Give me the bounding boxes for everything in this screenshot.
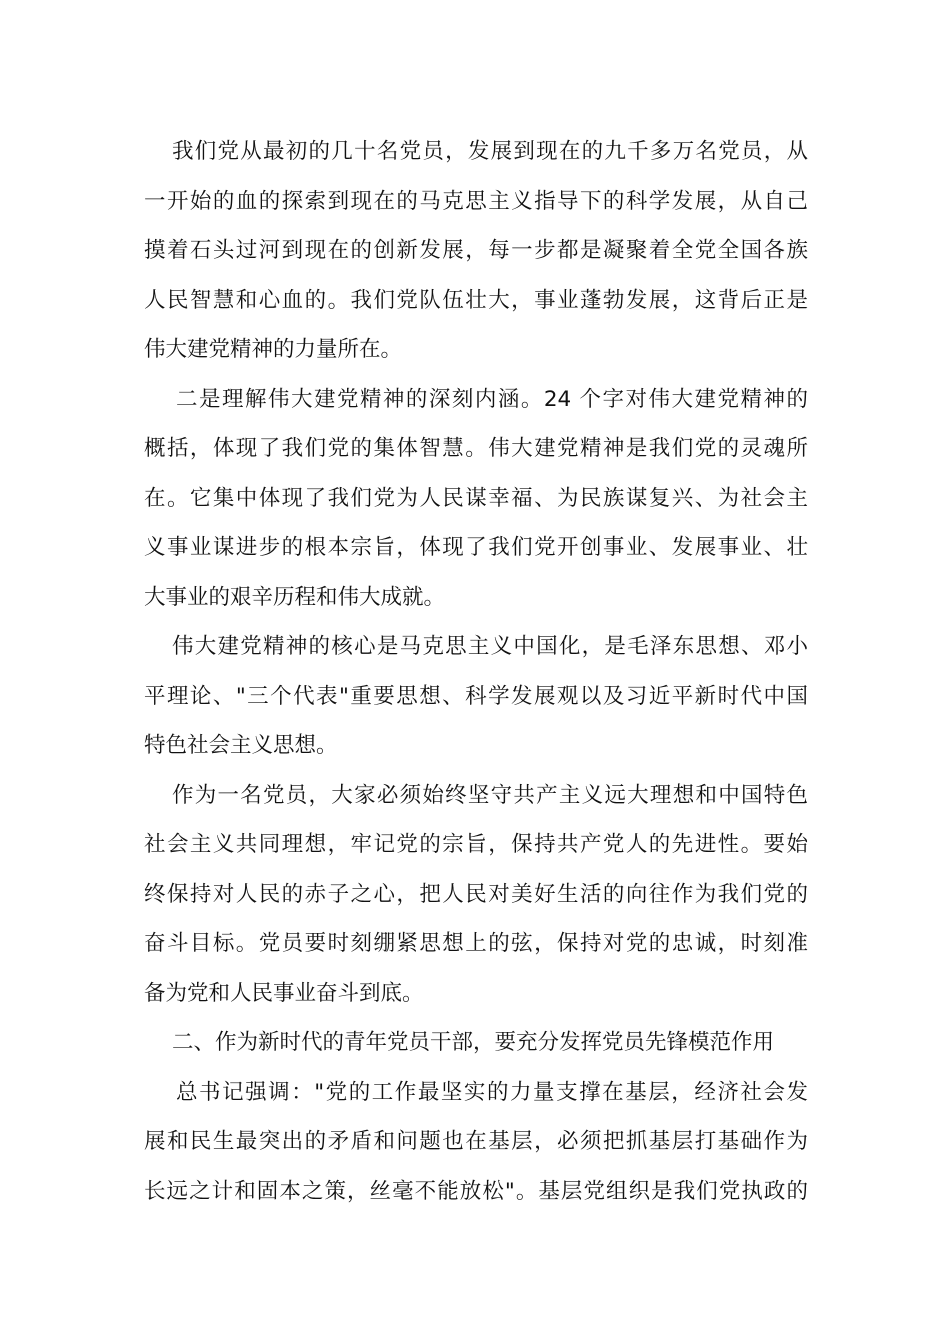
section-heading: 二、作为新时代的青年党员干部，要充分发挥党员先锋模范作用 <box>172 1030 775 1055</box>
paragraph-4-line-5: 备为党和人民事业奋斗到底。 <box>144 981 424 1006</box>
paragraph-2-line-5: 大事业的艰辛历程和伟大成就。 <box>144 585 446 610</box>
paragraph-1-line-1: 我们党从最初的几十名党员，发展到现在的九千多万名党员，从 <box>172 139 808 164</box>
paragraph-6-line-2: 展和民生最突出的矛盾和问题也在基层，必须把抓基层打基础作为 <box>144 1129 808 1154</box>
paragraph-6-line-1: 总书记强调："党的工作最坚实的力量支撑在基层，经济社会发 <box>176 1080 808 1105</box>
paragraph-2-line-4: 义事业谋进步的根本宗旨，体现了我们党开创事业、发展事业、壮 <box>144 535 808 560</box>
paragraph-6-line-3: 长远之计和固本之策，丝毫不能放松"。基层党组织是我们党执政的 <box>144 1179 808 1204</box>
paragraph-1-line-2: 一开始的血的探索到现在的马克思主义指导下的科学发展，从自己 <box>144 189 808 214</box>
paragraph-2-line-3: 在。它集中体现了我们党为人民谋幸福、为民族谋复兴、为社会主 <box>144 486 808 511</box>
paragraph-4-line-3: 终保持对人民的赤子之心，把人民对美好生活的向往作为我们党的 <box>144 882 808 907</box>
paragraph-2-line-1: 二是理解伟大建党精神的深刻内涵。24 个字对伟大建党精神的 <box>176 387 808 412</box>
paragraph-1-line-5: 伟大建党精神的力量所在。 <box>144 337 403 362</box>
paragraph-1-line-4: 人民智慧和心血的。我们党队伍壮大，事业蓬勃发展，这背后正是 <box>144 288 808 313</box>
paragraph-4-line-2: 社会主义共同理想，牢记党的宗旨，保持共产党人的先进性。要始 <box>144 832 808 857</box>
paragraph-3-line-1: 伟大建党精神的核心是马克思主义中国化，是毛泽东思想、邓小 <box>172 634 808 659</box>
paragraph-4-line-1: 作为一名党员，大家必须始终坚守共产主义远大理想和中国特色 <box>172 783 808 808</box>
paragraph-3-line-3: 特色社会主义思想。 <box>144 733 338 758</box>
paragraph-1-line-3: 摸着石头过河到现在的创新发展，每一步都是凝聚着全党全国各族 <box>144 238 808 263</box>
paragraph-3-line-2: 平理论、"三个代表"重要思想、科学发展观以及习近平新时代中国 <box>144 684 808 709</box>
paragraph-2-line-2: 概括，体现了我们党的集体智慧。伟大建党精神是我们党的灵魂所 <box>144 436 808 461</box>
paragraph-4-line-4: 奋斗目标。党员要时刻绷紧思想上的弦，保持对党的忠诚，时刻准 <box>144 931 808 956</box>
